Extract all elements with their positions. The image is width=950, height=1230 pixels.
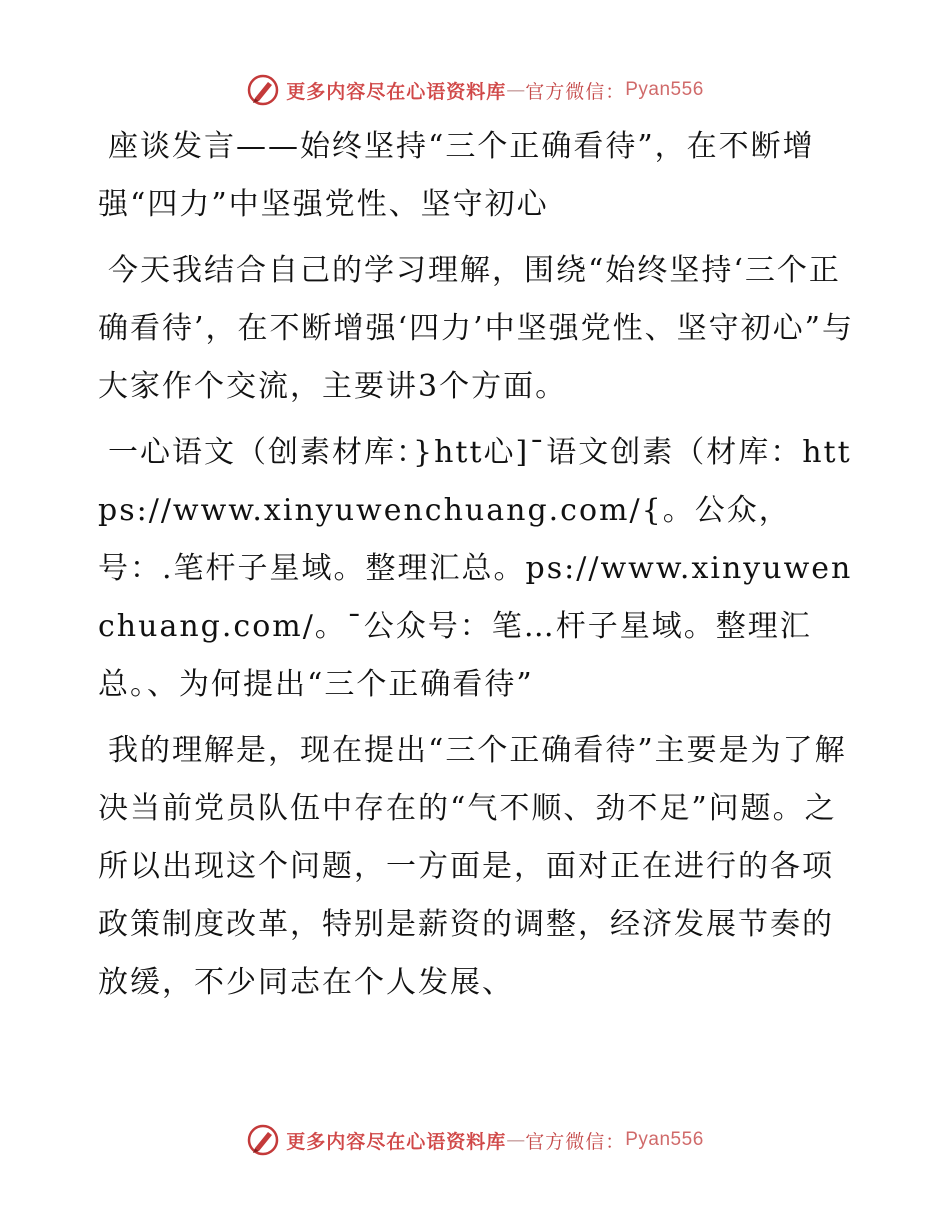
- banner-main-text: 更多内容尽在心语资料库: [286, 80, 507, 103]
- paragraph-body: 我的理解是，现在提出“三个正确看待”主要是为了解决当前党员队伍中存在的“气不顺、劲不足”问题。之所以出现这个问题，一方面是，面对正在进行的各项政策制度改革，特别是薪资的调整，经济发展节奏的放缓，不少同志在个人发展、: [98, 733, 847, 1000]
- banner-separator: —: [506, 79, 526, 101]
- document-title: 座谈发言——始终坚持“三个正确看待”，在不断增强“四力”中坚强党性、坚守初心: [98, 129, 815, 222]
- footer-watermark-banner: [0, 1120, 950, 1160]
- document-body: [98, 118, 858, 1020]
- paragraph-intro: 今天我结合自己的学习理解，围绕“始终坚持‘三个正确看待’，在不断增强‘四力’中坚强党性、坚守初心”与大家作个交流，主要讲3个方面。: [98, 253, 854, 404]
- pen-circle-logo-icon: [246, 1123, 280, 1157]
- banner-account-id: Pyan556: [625, 79, 704, 100]
- paragraph-section-heading: 一心语文（创素材库：}htt心]¯语文创素（材库：https://www.xinyuwenchuang.com/{。公众，号：.笔杆子星域。整理汇总。ps://www.xinyuwenchuang.com/。¯公众号：笔…杆子星域。整理汇总。、为何提出“三个正确看待”: [98, 435, 853, 702]
- pen-circle-logo-icon: [246, 73, 280, 107]
- banner-account-id: Pyan556: [625, 1129, 704, 1150]
- banner-official-label: 官方微信：: [525, 1130, 626, 1153]
- banner-separator: —: [506, 1129, 526, 1151]
- header-watermark-banner: [0, 70, 950, 110]
- banner-main-text: 更多内容尽在心语资料库: [286, 1130, 507, 1153]
- banner-official-label: 官方微信：: [525, 80, 626, 103]
